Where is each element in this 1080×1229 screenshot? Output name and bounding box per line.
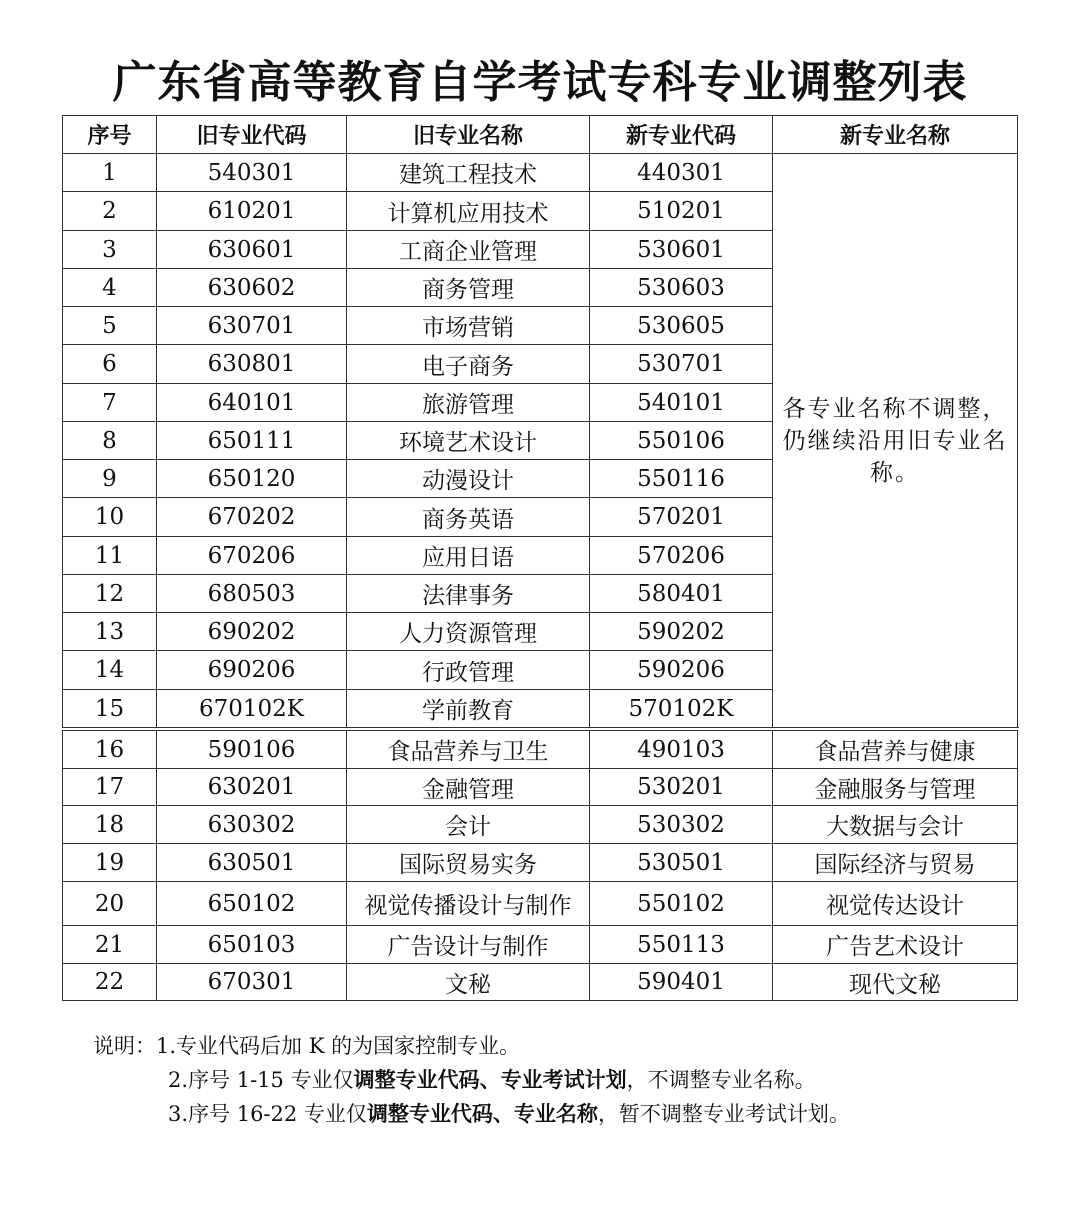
cell-old-name: 旅游管理 <box>346 383 590 422</box>
cell-seq: 18 <box>62 805 157 844</box>
cell-old-code: 680503 <box>156 574 347 613</box>
cell-seq: 5 <box>62 306 157 345</box>
cell-seq: 17 <box>62 768 157 806</box>
cell-old-name: 环境艺术设计 <box>346 421 590 460</box>
cell-old-name: 会计 <box>346 805 590 844</box>
cell-seq: 8 <box>62 421 157 460</box>
cell-new-name: 广告艺术设计 <box>772 925 1018 964</box>
cell-old-code: 670202 <box>156 497 347 537</box>
cell-new-code: 530603 <box>589 268 773 307</box>
cell-old-name: 文秘 <box>346 963 590 1001</box>
cell-old-name: 计算机应用技术 <box>346 191 590 231</box>
cell-new-code: 530302 <box>589 805 773 844</box>
cell-new-code: 440301 <box>589 153 773 192</box>
cell-old-name: 食品营养与卫生 <box>346 730 590 769</box>
double-rule <box>62 727 1019 728</box>
cell-new-code: 590202 <box>589 612 773 651</box>
cell-new-code: 550116 <box>589 459 773 498</box>
cell-old-code: 670301 <box>156 963 347 1001</box>
cell-old-name: 学前教育 <box>346 689 590 728</box>
cell-old-code: 630501 <box>156 843 347 882</box>
cell-new-code: 530701 <box>589 344 773 384</box>
cell-old-name: 行政管理 <box>346 650 590 690</box>
cell-new-code: 540101 <box>589 383 773 422</box>
note-line <box>93 1063 850 1097</box>
cell-old-code: 630302 <box>156 805 347 844</box>
cell-new-name: 金融服务与管理 <box>772 768 1018 806</box>
cell-old-code: 540301 <box>156 153 347 192</box>
cell-new-code: 570201 <box>589 497 773 537</box>
cell-old-code: 690206 <box>156 650 347 690</box>
header-new-name: 新专业名称 <box>772 115 1018 154</box>
cell-seq: 10 <box>62 497 157 537</box>
cell-new-code: 530501 <box>589 843 773 882</box>
cell-seq: 6 <box>62 344 157 384</box>
cell-old-code: 640101 <box>156 383 347 422</box>
cell-new-name: 视觉传达设计 <box>772 881 1018 926</box>
cell-old-name: 工商企业管理 <box>346 230 590 269</box>
page-title: 广东省高等教育自学考试专科专业调整列表 <box>112 57 968 108</box>
cell-new-code: 550106 <box>589 421 773 460</box>
cell-seq: 3 <box>62 230 157 269</box>
cell-new-code: 530601 <box>589 230 773 269</box>
cell-seq: 16 <box>62 730 157 769</box>
cell-new-name: 国际经济与贸易 <box>772 843 1018 882</box>
cell-old-code: 630601 <box>156 230 347 269</box>
cell-seq: 12 <box>62 574 157 613</box>
cell-seq: 21 <box>62 925 157 964</box>
cell-seq: 19 <box>62 843 157 882</box>
cell-old-name: 动漫设计 <box>346 459 590 498</box>
cell-seq: 11 <box>62 536 157 575</box>
cell-old-name: 电子商务 <box>346 344 590 384</box>
cell-seq: 13 <box>62 612 157 651</box>
note-line <box>93 1097 850 1131</box>
cell-seq: 9 <box>62 459 157 498</box>
cell-new-code: 590206 <box>589 650 773 690</box>
note-text: 3.序号 16-22 专业仅 <box>168 1102 367 1126</box>
cell-old-code: 630201 <box>156 768 347 806</box>
cell-new-code: 550113 <box>589 925 773 964</box>
cell-new-code: 530605 <box>589 306 773 345</box>
cell-old-name: 商务英语 <box>346 497 590 537</box>
cell-old-code: 690202 <box>156 612 347 651</box>
cell-old-name: 应用日语 <box>346 536 590 575</box>
cell-new-name: 大数据与会计 <box>772 805 1018 844</box>
cell-seq: 7 <box>62 383 157 422</box>
note-text: ，暂不调整专业考试计划。 <box>597 1102 850 1126</box>
cell-seq: 14 <box>62 650 157 690</box>
cell-seq: 20 <box>62 881 157 926</box>
cell-old-code: 670102K <box>156 689 347 728</box>
cell-seq: 1 <box>62 153 157 192</box>
note-line <box>93 1030 850 1063</box>
cell-new-code: 570206 <box>589 536 773 575</box>
cell-new-code: 570102K <box>589 689 773 728</box>
cell-old-code: 610201 <box>156 191 347 231</box>
cell-new-code: 510201 <box>589 191 773 231</box>
header-old-name: 旧专业名称 <box>346 115 590 154</box>
cell-old-name: 金融管理 <box>346 768 590 806</box>
cell-new-code: 580401 <box>589 574 773 613</box>
cell-old-code: 650103 <box>156 925 347 964</box>
cell-old-code: 630602 <box>156 268 347 307</box>
cell-seq: 15 <box>62 689 157 728</box>
cell-old-name: 人力资源管理 <box>346 612 590 651</box>
note-emphasis: 调整专业代码、专业名称 <box>366 1101 598 1126</box>
note-text: ，不调整专业名称。 <box>626 1068 816 1092</box>
cell-new-code: 550102 <box>589 881 773 926</box>
cell-seq: 22 <box>62 963 157 1001</box>
note-emphasis: 调整专业代码、专业考试计划 <box>353 1067 627 1092</box>
note-text: 2.序号 1-15 专业仅 <box>168 1068 354 1092</box>
cell-new-name: 食品营养与健康 <box>772 730 1018 769</box>
note-text: 1.专业代码后加 K 的为国家控制专业。 <box>156 1034 521 1058</box>
cell-new-code: 490103 <box>589 730 773 769</box>
cell-old-name: 国际贸易实务 <box>346 843 590 882</box>
header-old-code: 旧专业代码 <box>156 115 347 154</box>
cell-old-name: 广告设计与制作 <box>346 925 590 964</box>
cell-new-code: 590401 <box>589 963 773 1001</box>
notes-label: 说明： <box>93 1034 156 1058</box>
cell-old-name: 市场营销 <box>346 306 590 345</box>
cell-new-code: 530201 <box>589 768 773 806</box>
cell-old-code: 630701 <box>156 306 347 345</box>
header-new-code: 新专业代码 <box>589 115 773 154</box>
merged-note-cell: 各专业名称不调整，仍继续沿用旧专业名称。 <box>772 153 1018 728</box>
cell-old-code: 630801 <box>156 344 347 384</box>
cell-seq: 4 <box>62 268 157 307</box>
notes-section <box>93 1030 850 1131</box>
cell-old-code: 650111 <box>156 421 347 460</box>
cell-old-code: 670206 <box>156 536 347 575</box>
cell-old-name: 建筑工程技术 <box>346 153 590 192</box>
cell-old-code: 590106 <box>156 730 347 769</box>
cell-old-code: 650102 <box>156 881 347 926</box>
cell-old-name: 视觉传播设计与制作 <box>346 881 590 926</box>
header-seq: 序号 <box>62 115 157 154</box>
cell-new-name: 现代文秘 <box>772 963 1018 1001</box>
cell-old-code: 650120 <box>156 459 347 498</box>
cell-old-name: 商务管理 <box>346 268 590 307</box>
cell-old-name: 法律事务 <box>346 574 590 613</box>
cell-seq: 2 <box>62 191 157 231</box>
